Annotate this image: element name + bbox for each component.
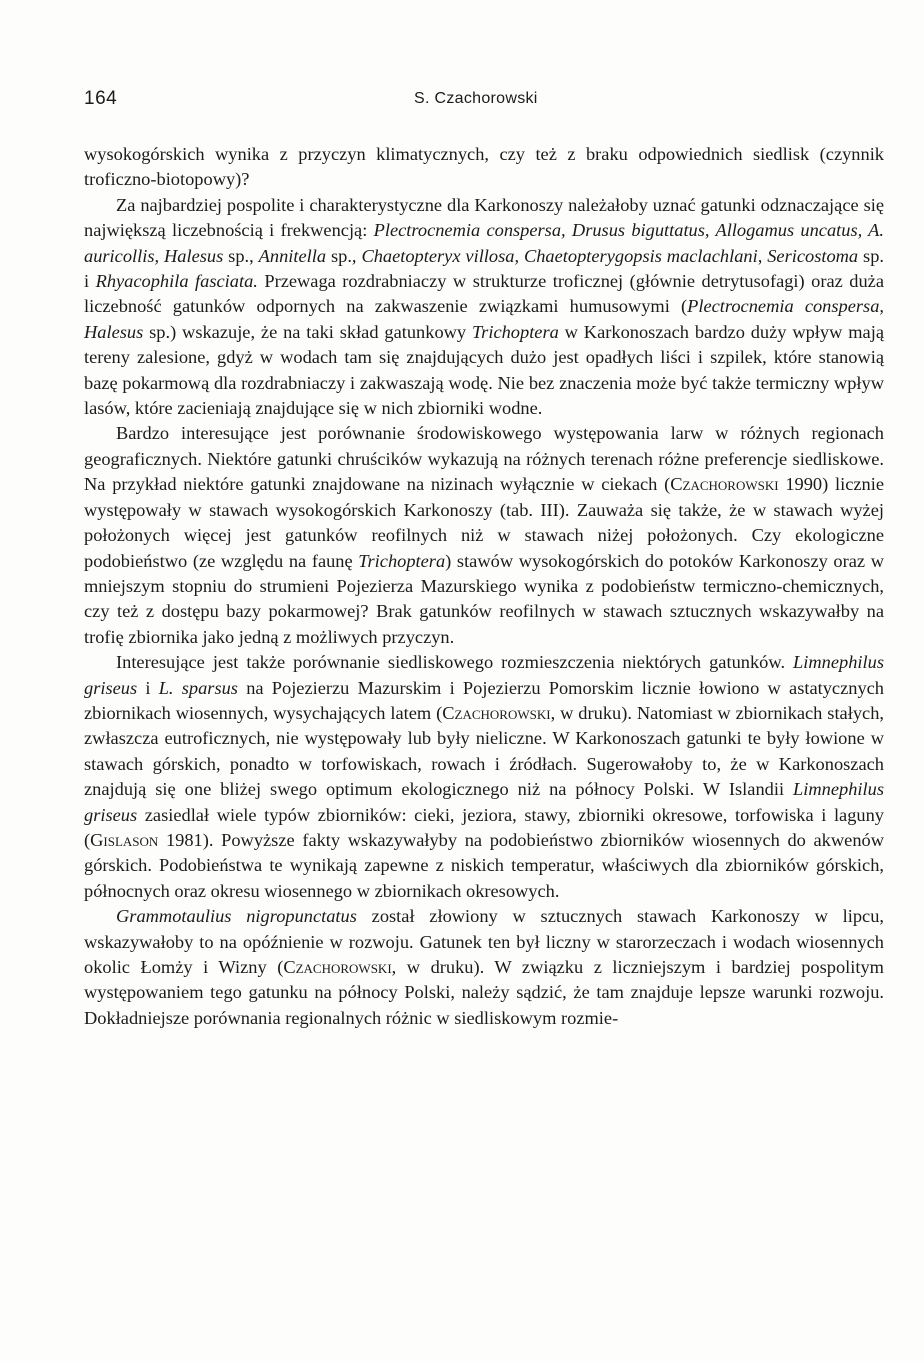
text-run: sp., [326, 245, 362, 266]
paragraph [84, 904, 884, 1031]
taxon-name: Limnephilus griseus [84, 652, 884, 698]
text-run: , w druku). Natomiast w zbiornikach stałych, zwłaszcza eutroficznych, nie występowały lub były nieliczne. W Karkonoszach gatunki te były łowione w stawach górskich, ponadto w torfowiskach, rowach i źródłach. Sugerowałoby to, że w Karkonoszach znajdują się one bliżej swego optimum ekologicznego niż na północy Polski. W Islandii [84, 702, 884, 800]
taxon-name: Rhyacophila fasciata. [95, 271, 258, 292]
text-run: Interesujące jest także porównanie siedliskowego rozmieszczenia niektórych gatunków. [116, 652, 794, 673]
taxon-name: Trichoptera [471, 321, 559, 342]
text-run: sp.) wskazuje, że na taki skład gatunkowy [143, 321, 472, 342]
text-run: i [137, 677, 159, 698]
text-run: wysokogórskich wynika z przyczyn klimatycznych, czy też z braku odpowiednich siedlisk (czynnik troficzno-biotopowy)? [84, 144, 884, 190]
text-run: został złowiony w sztucznych stawach Karkonoszy w lipcu, wskazywałoby to na opóźnienie w rozwoju. Gatunek ten był liczny w starorzeczach i wodach wiosennych okolic Łomży i Wizny ( [84, 906, 884, 977]
taxon-name: L. sparsus [158, 677, 238, 698]
taxon-name: Trichoptera [358, 550, 446, 571]
text-run: w Karkonoszach bardzo duży wpływ mają tereny zalesione, gdyż w wodach tam się znajdujących dużo jest opadłych liści i szpilek, które stanowią bazę pokarmową dla rozdrabniaczy i zakwaszają wodę. Nie bez znaczenia może być także termiczny wpływ lasów, które zacieniają znajdujące się w nich zbiorniki wodne. [84, 321, 884, 419]
page-number: 164 [84, 88, 118, 109]
text-run: zasiedlał wiele typów zbiorników: cieki, jeziora, stawy, zbiorniki okresowe, torfowiska i laguny ( [84, 804, 884, 850]
text-run: Przewaga rozdrabniaczy w strukturze troficznej (głównie detrytusofagi) oraz duża liczebność gatunków odpornych na zakwaszenie związkami humusowymi ( [84, 271, 884, 317]
text-run: ) stawów wysokogórskich do potoków Karkonoszy oraz w mniejszym stopniu do strumieni Pojezierza Mazurskiego wynika z podobieństw termiczno-chemicznych, czy też z dostępu bazy pokarmowej? Brak gatunków reofilnych w stawach sztucznych wskazywałby na trofię zbiornika jako jedną z możliwych przyczyn. [84, 550, 884, 647]
taxon-name: Chaetopteryx villosa, Chaetopterygopsis maclachlani, Sericostoma [361, 245, 859, 266]
text-run: 1990) licznie występowały w stawach wysokogórskich Karkonoszy (tab. III). Zauważa się także, że w stawach wyżej położonych więcej jest gatunków reofilnych niż w stawach niżej położonych. Czy ekologiczne podobieństwo (ze względu na faunę [84, 474, 884, 571]
running-head-author: S. Czachorowski [414, 90, 538, 107]
text-run: Bardzo interesujące jest porównanie środowiskowego występowania larw w różnych regionach geograficznych. Niektóre gatunki chruścików wykazują na różnych terenach różne preferencje siedliskowe. Na przykład niektóre gatunki znajdowane na nizinach wyłącznie w ciekach ( [84, 423, 884, 495]
citation-author: Czachorowski [283, 957, 392, 977]
body-text [84, 142, 884, 1031]
text-run: na Pojezierzu Mazurskim i Pojezierzu Pomorskim licznie łowiono w astatycznych zbiornikach wiosennych, wysychających latem ( [84, 677, 884, 723]
page-header [84, 88, 884, 114]
citation-author: Gislason [90, 829, 159, 850]
text-run: 1981). Powyższe fakty wskazywałyby na podobieństwo zbiorników wiosennych do akwenów górskich. Podobieństwa te wynikają zapewne z niskich temperatur, właściwych dla zbiorników górskich, północnych oraz okresu wiosennego w zbiornikach okresowych. [84, 829, 884, 901]
text-run: , w druku). W związku z liczniejszym i bardziej pospolitym występowaniem tego gatunku na północy Polski, należy sądzić, że tam znajduje lepsze warunki rozwoju. Dokładniejsze porównania regionalnych różnic w siedliskowym rozmie- [84, 957, 884, 1028]
paragraph [84, 193, 884, 422]
taxon-name: Grammotaulius nigropunctatus [116, 906, 357, 927]
text-run: sp. i [84, 245, 884, 292]
paragraph [84, 421, 884, 650]
taxon-name: Plectrocnemia conspersa, Halesus [84, 296, 884, 342]
paragraph [84, 650, 884, 904]
text-run: sp., [223, 245, 259, 266]
text-run: Za najbardziej pospolite i charakterystyczne dla Karkonoszy należałoby uznać gatunki odznaczające się największą liczebnością i frekwencją: [84, 194, 884, 241]
taxon-name: Annitella [258, 245, 327, 266]
citation-author: Czachorowski [670, 474, 779, 495]
taxon-name: Plectrocnemia conspersa, Drusus biguttatus, Allogamus uncatus, A. auricollis, Halesus [84, 220, 885, 266]
taxon-name: Limnephilus griseus [84, 779, 884, 825]
citation-author: Czachorowski [442, 702, 551, 723]
paragraph [84, 142, 884, 193]
